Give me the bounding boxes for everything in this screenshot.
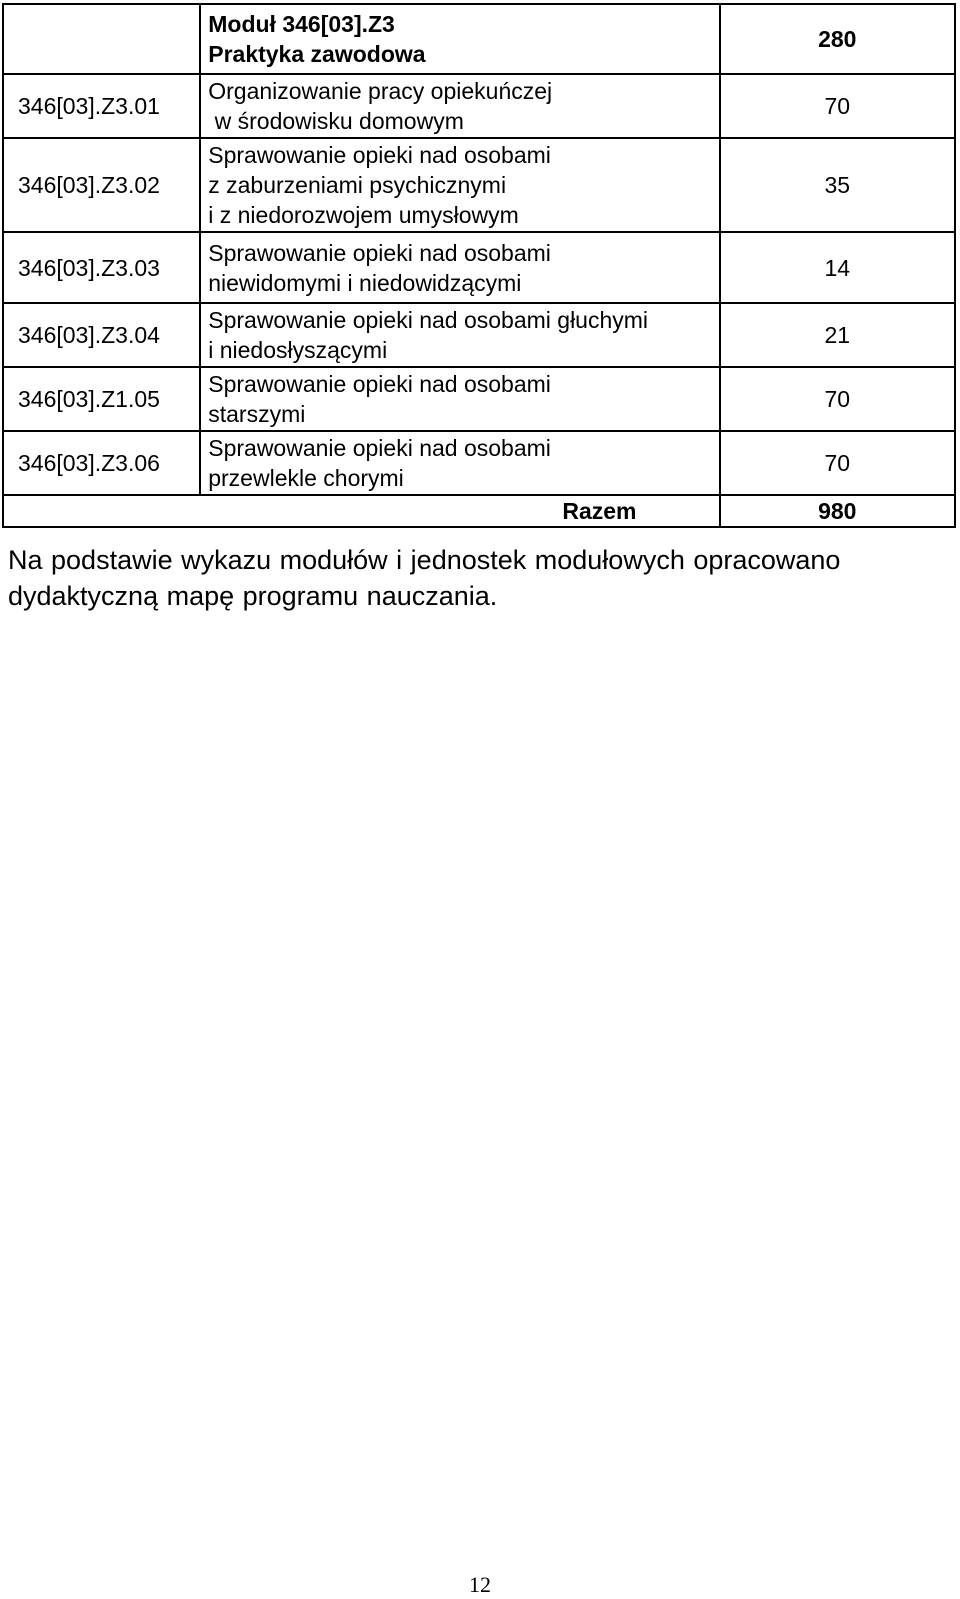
unit-name-line: Sprawowanie opieki nad osobami — [208, 142, 551, 168]
unit-code: 346[03].Z3.01 — [3, 74, 200, 138]
unit-name-line: przewlekle chorymi — [208, 465, 404, 491]
unit-name-line: Sprawowanie opieki nad osobami — [208, 435, 551, 461]
unit-name-line: Sprawowanie opieki nad osobami — [208, 371, 551, 397]
unit-name — [200, 74, 719, 138]
unit-name — [200, 431, 719, 495]
unit-name-line: Organizowanie pracy opiekuńczej — [208, 78, 553, 104]
unit-name — [200, 232, 719, 303]
unit-code: 346[03].Z3.04 — [3, 303, 200, 367]
unit-code: 346[03].Z3.03 — [3, 232, 200, 303]
unit-hours: 14 — [720, 232, 956, 303]
unit-name-line: Sprawowanie opieki nad osobami — [208, 239, 551, 266]
table-row — [3, 74, 955, 138]
unit-name-line: z zaburzeniami psychicznymi — [208, 172, 507, 198]
total-hours: 980 — [720, 495, 956, 527]
unit-hours: 35 — [720, 138, 956, 232]
module-title: Moduł 346[03].Z3 — [208, 11, 395, 37]
unit-hours: 70 — [720, 431, 956, 495]
module-subtitle: Praktyka zawodowa — [208, 41, 426, 67]
summary-paragraph: Na podstawie wykazu modułów i jednostek modułowych opracowano dydaktyczną mapę programu nauczania. — [8, 545, 841, 611]
unit-name-line: i z niedorozwojem umysłowym — [208, 202, 519, 228]
unit-name — [200, 303, 719, 367]
unit-hours: 70 — [720, 367, 956, 431]
unit-name — [200, 138, 719, 232]
table-row — [3, 367, 955, 431]
table-row — [3, 232, 955, 303]
module-header-row — [3, 4, 955, 74]
modules-table — [2, 3, 956, 528]
module-title-cell — [200, 4, 719, 74]
total-row — [3, 495, 955, 527]
module-code-cell — [3, 4, 200, 74]
unit-name-line: niewidomymi i niedowidzącymi — [208, 269, 522, 296]
unit-name-line: Sprawowanie opieki nad osobami głuchymi — [208, 307, 649, 333]
unit-name-line: i niedosłyszącymi — [208, 337, 388, 363]
unit-hours: 70 — [720, 74, 956, 138]
table-row — [3, 431, 955, 495]
unit-hours: 21 — [720, 303, 956, 367]
table-row — [3, 303, 955, 367]
unit-code: 346[03].Z3.06 — [3, 431, 200, 495]
page-number: 12 — [469, 1572, 491, 1597]
table-row — [3, 138, 955, 232]
unit-name-line: w środowisku domowym — [208, 108, 464, 134]
module-hours: 280 — [720, 4, 956, 74]
unit-code: 346[03].Z1.05 — [3, 367, 200, 431]
unit-name-line: starszymi — [208, 401, 306, 427]
unit-code: 346[03].Z3.02 — [3, 138, 200, 232]
unit-name — [200, 367, 719, 431]
total-label: Razem — [3, 495, 720, 527]
